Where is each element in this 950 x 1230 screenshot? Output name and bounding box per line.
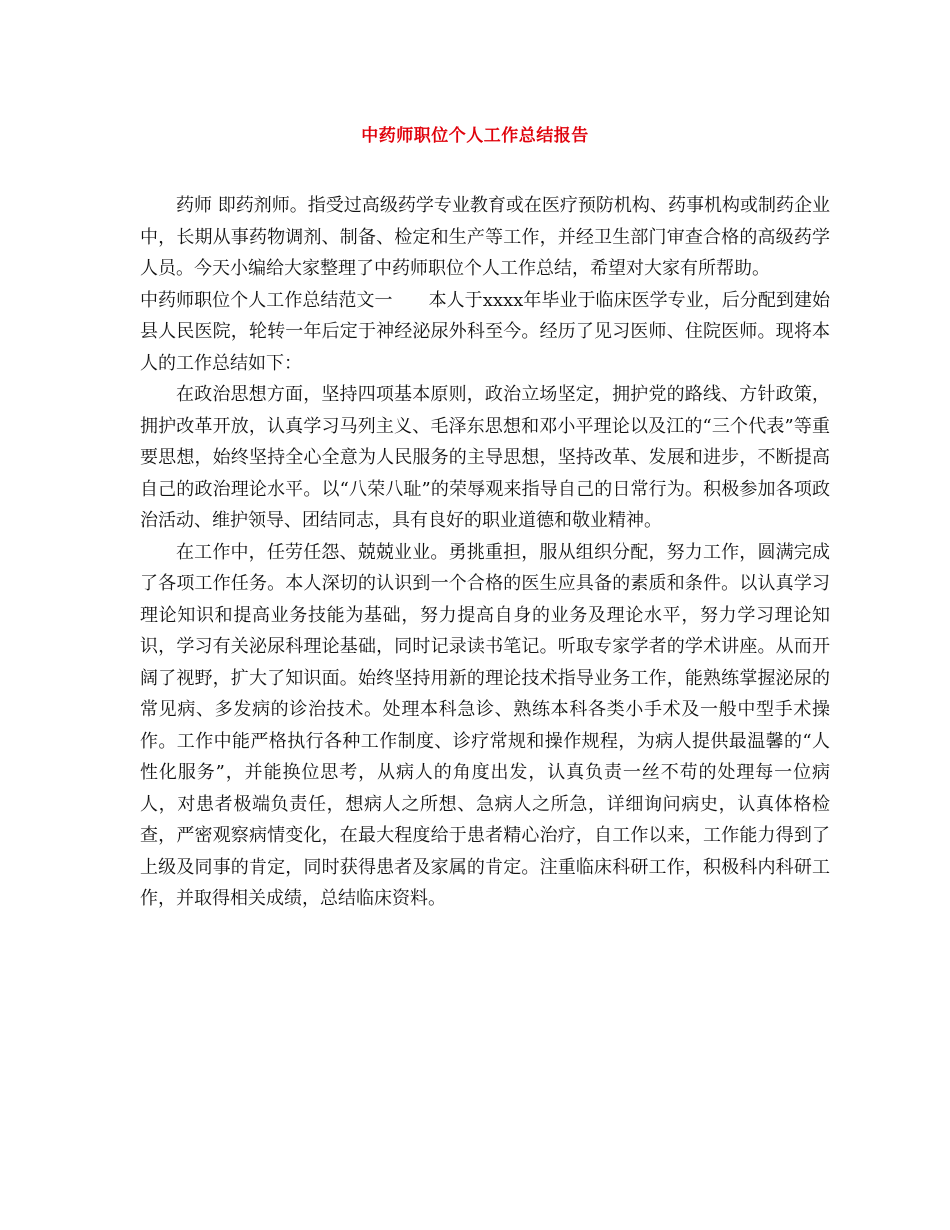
document-title: 中药师职位个人工作总结报告 <box>361 126 589 146</box>
section-paragraph <box>140 285 830 380</box>
section-heading: 中药师职位个人工作总结范文一 <box>140 289 393 311</box>
work-paragraph: 在工作中，任劳任怨、兢兢业业。勇挑重担，服从组织分配，努力工作，圆满完成了各项工作任务。本人深切的认识到一个合格的医生应具备的素质和条件。以认真学习理论知识和提高业务技能为基础，努力提高自身的业务及理论水平，努力学习理论知识，学习有关泌尿科理论基础，同时记录读书笔记。听取专家学者的学术讲座。从而开阔了视野，扩大了知识面。始终坚持用新的理论技术指导业务工作，能熟练掌握泌尿的常见病、多发病的诊治技术。处理本科急诊、熟练本科各类小手术及一般中型手术操作。工作中能严格执行各种工作制度、诊疗常规和操作规程，为病人提供最温馨的“人性化服务”，并能换位思考，从病人的角度出发，认真负责一丝不苟的处理每一位病人，对患者极端负责任，想病人之所想、急病人之所急，详细询问病史，认真体格检查，严密观察病情变化，在最大程度给于患者精心治疗，自工作以来，工作能力得到了上级及同事的肯定，同时获得患者及家属的肯定。注重临床科研工作，积极科内科研工作，并取得相关成绩，总结临床资料。 <box>140 541 830 909</box>
intro-paragraph: 药师 即药剂师。指受过高级药学专业教育或在医疗预防机构、药事机构或制药企业中，长期从事药物调剂、制备、检定和生产等工作，并经卫生部门审查合格的高级药学人员。今天小编给大家整理了中药师职位个人工作总结，希望对大家有所帮助。 <box>140 195 830 279</box>
section-opening: 本人于xxxx年毕业于临床医学专业，后分配到建始县人民医院，轮转一年后定于神经泌尿外科至今。经历了见习医师、住院医师。现将本人的工作总结如下： <box>140 289 831 374</box>
document-body <box>140 190 830 915</box>
politics-paragraph: 在政治思想方面，坚持四项基本原则，政治立场坚定，拥护党的路线、方针政策，拥护改革开放，认真学习马列主义、毛泽东思想和邓小平理论以及江的“三个代表”等重要思想，始终坚持全心全意为人民服务的主导思想，坚持改革、发展和进步，不断提高自己的政治理论水平。以“八荣八耻”的荣辱观来指导自己的日常行为。积极参加各项政治活动、维护领导、团结同志，具有良好的职业道德和敬业精神。 <box>140 384 830 531</box>
